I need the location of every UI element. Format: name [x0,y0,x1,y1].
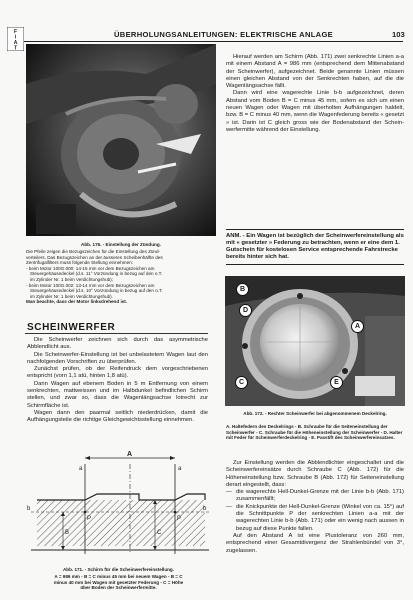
bottom-right-text [226,460,404,555]
fig172-caption-title: Abb. 172. - Rechter Scheinwerfer bei abgenommenem Deckelring. [243,411,387,416]
bullet-text: die Knickpunkte der Hell-Dunkel-Grenze (Winkel von ca. 15°) auf die Schnittpunkte P der senkrechten Linien a-a mit der wagerechten Linie b-b (Abb. 171) oder ein wenig nach aussen in bezug auf diese Punkte fallen. [236,503,404,532]
callout-E: E [330,376,343,389]
bullet-item [226,504,404,533]
fig176-caption-line: im Zylinder Nr. 1 beim Verdichtungshub); [30,276,113,282]
bullet-item [226,489,404,504]
fig176-caption-line: Steuergehäusedeckel (d.s. 11° Vorzündung in bezug auf den o.T. [30,271,163,277]
callout-D: D [239,304,252,317]
fiat-logo-mark [7,27,24,51]
engine-timing-photo [26,44,216,236]
label-b-left: b [27,506,31,512]
fig176-caption-line: Zentrifugalfilters muss folgende Stellung einnehmen: [26,260,133,266]
callout-C: C [235,376,248,389]
fig176-caption-title: Abb. 176. - Einstellung der Zündung. [81,242,161,247]
callout-A: A [351,320,364,333]
page-number: 103 [392,30,405,39]
page-header-title: ÜBERHOLUNGSANLEITUNGEN: ELEKTRISCHE ANLAGE [114,30,334,39]
fig176-caption [26,249,218,305]
note-box: ANM. - Ein Wagen ist bezüglich der Scheinwerfereinstellung als mit « gesetzter » Federung zu betrachten, wenn er eine dem 1. Gutschein für kostelosen Service entsprechende Fahrstrecke bereits hinter sich hat. [226,229,404,265]
fig176-caption-line: im Zylinder Nr. 1 beim Verdichtungshub). [30,293,113,299]
fig171-caption-line: über Boden der Scheinwerfermitte. [80,585,157,591]
label-B: B [65,530,70,536]
section-paragraph: Die Scheinwerfer-Einstellung ist bei unbelastetem Wagen laut den nachfolgenden Vorschriften zu überprüfen. [27,351,208,365]
bullet-text: die wagerechte Hell-Dunkel-Grenze mit der Linie b-b (Abb. 171) zusammenfällt; [236,489,404,503]
label-a-left: a [79,466,83,472]
fig171-caption-line: A = 986 mm - B = C minus 45 mm bei neuem Wagen - B = C [54,574,183,579]
section-paragraph: Wagen dann den paarmal seitlich niederdrücken, damit die Aufhängungsteile die richtige Gleichgewichtsstellung einnehmen. [27,409,208,424]
section-paragraph: Dann Wagen auf ebenem Boden in 5 m Entfernung von einem senkrechten, mattweissen und im Halbdunkel befindlichen Schirm stellen, und zwar so, dass die Wagenlängsachse lotrecht zur Schirmfläche ist. [27,380,208,409]
label-P-right: P [177,516,182,522]
fig176-caption-line: Die Pfeile zeigen die Bezugszeichen für die Einstellung des Zünd- [26,249,161,254]
svg-text:T: T [13,45,18,51]
label-a-right: a [178,466,182,472]
fiat-logo [7,27,24,51]
section-paragraph: Die Scheinwerfer zeichnen sich durch das asymmetrische Abblendlicht aus. [27,337,208,351]
svg-text:I: I [14,34,17,41]
svg-text:F: F [13,29,18,35]
fig171-caption-line: minus 40 mm bei Wagen mit gesetzter Federung - C = Höhe [53,579,184,585]
section-body [27,337,208,425]
svg-text:A: A [13,40,18,46]
fig171-caption-title: Abb. 171. - Schirm für die Scheinwerfereinstellung. [62,567,175,572]
label-b-right: b [203,506,207,512]
fig176-caption-note: Man beachte, dass der Motor linksdrehend ist. [26,299,128,305]
headlight-photo [225,276,405,406]
bottom-outro: Auf den Abstand A ist eine Plustoleranz von 260 mm, entsprechend einer Gesamtdivergenz der Strahlenbündel von 3°, zugelassen. [226,532,404,554]
section-heading-rule [25,333,208,334]
label-C: C [157,530,162,536]
fig176-caption-line: Steuergehäusedeckel (d.s. 10° Vorzündung in bezug auf den o.T. [30,288,163,294]
fig172-caption: A. Haltefedern des Deckelrings - B. Schraube für die Seiteneinstellung der Scheinwerfer - C. Schraube für die Höheneinstellung der Scheinwerfer - D. Halter mit Feder für Scheinwerferdeckelring - E. Passtift des Scheinwerfereinsatzes. [226,424,403,441]
right-paragraph: Hierauf werden am Schirm (Abb. 171) zwei senkrechte Linien a-a mit einem Abstand A = 986 mm (entsprechend dem Mittenabstand der Scheinwerfer), aufgezeichnet. Beide genannte Linien müssen einen gleichen Abstand von der Senkrechten haben, auf die die Wagenlängsachse fällt. [226,54,404,90]
fig171-caption [27,574,210,591]
section-heading: SCHEINWERFER [27,322,116,333]
screen-diagram [27,450,210,565]
header-divider [24,41,403,42]
right-column-text [226,54,404,134]
right-paragraph: Dann wird eine wagerechte Linie b-b aufgezeichnet, deren Abstand vom Boden B = C minus 45 mm, sofern es sich um einen neuen Wagen oder Wagen mit überholten Aufhängungen haldelt, bzw. B = C minus 40 mm, wenn die Wagenfederung bereits « gesetzt » ist. Darin ist C gleich gross wie der Bodenabstand der Scheinwerfermitte während der Einstellung. [226,90,404,133]
fig176-caption-line: - beim Motor 100G.000: 14-15 mm vor dem Bezugszeichen am [26,265,155,271]
fig176-caption-line: verteilers. Das Bezugszeichen an der äusseren Scheibenhälfte des [26,254,163,260]
label-P-left: P [87,516,92,522]
bullet-dash: — [226,489,232,496]
label-A: A [127,451,133,458]
callout-B: B [236,283,249,296]
fig176-caption-line: - beim Motor 100G.002: 13-14 mm vor dem Bezugszeichen am [26,282,155,288]
section-paragraph: Zunächst prüfen, ob der Reifendruck dem vorgeschriebenen entspricht (vorn 1,1 atü, hinten 1,8 atü). [27,366,208,380]
bottom-intro: Zur Einstellung werden die Abblendlichter eingeschaltet und die Scheinwerfereinsätze durch Schraube C (Abb. 172) für die Höheneinstellung bzw. Schraube B (Abb. 172) für Seiteneinstellung derart eingestellt, dass: [226,460,404,488]
bullet-dash: — [226,503,232,510]
